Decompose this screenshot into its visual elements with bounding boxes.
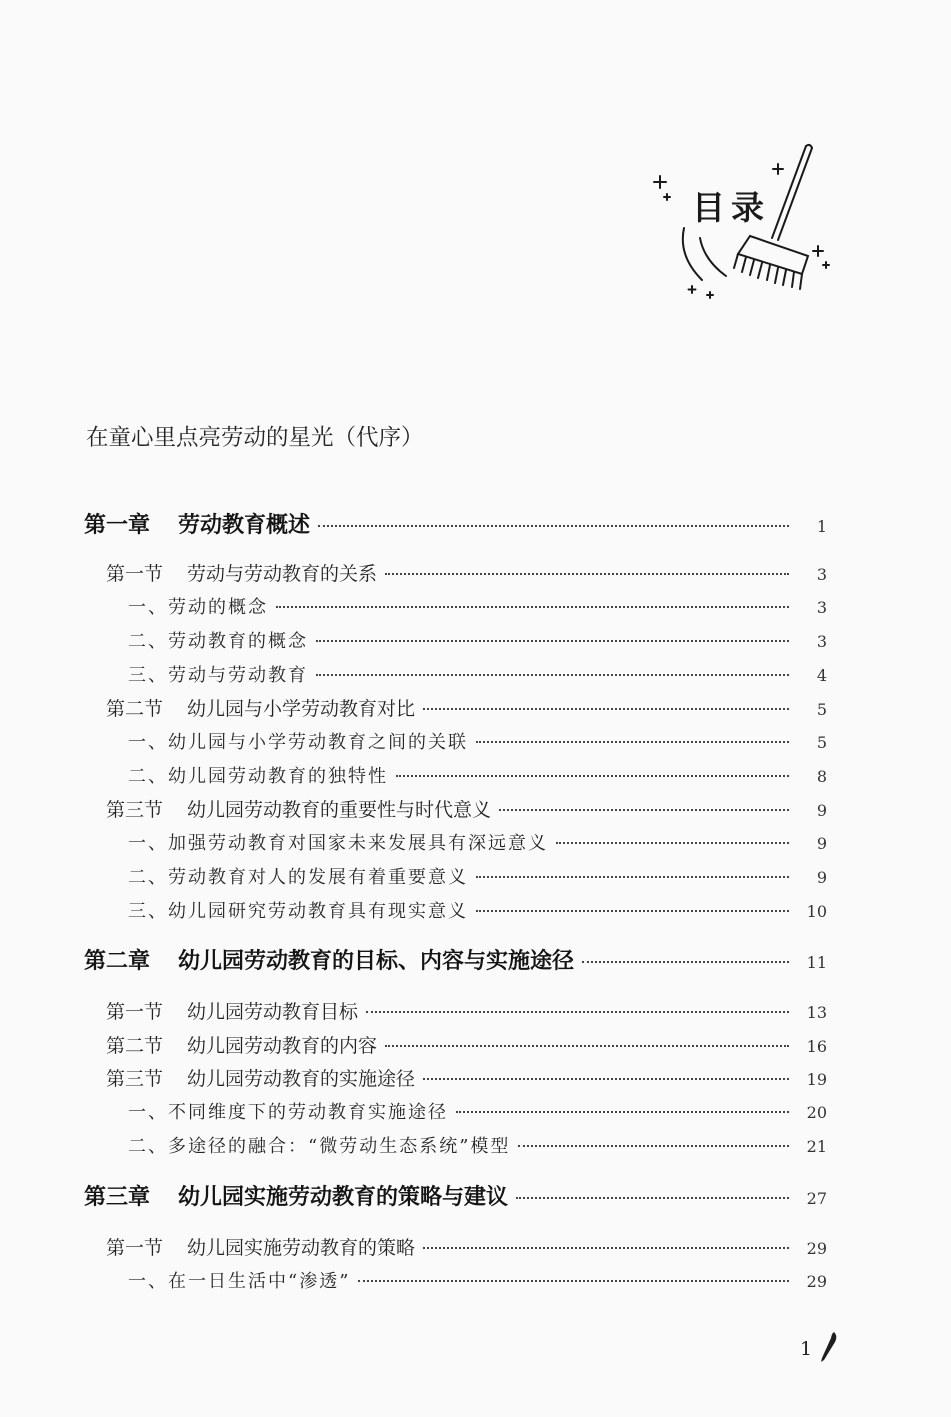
dot-leader — [316, 640, 789, 642]
page-number: 9 — [816, 868, 827, 887]
item-title: 一、不同维度下的劳动教育实施途径 — [128, 1102, 448, 1123]
toc-item[interactable] — [128, 593, 827, 619]
item-title: 二、幼儿园劳动教育的独特性 — [128, 766, 388, 787]
section-title: 幼儿园劳动教育的实施途径 — [187, 1068, 416, 1090]
toc-item[interactable] — [128, 829, 827, 855]
item-title: 二、多途径的融合：“微劳动生态系统”模型 — [128, 1136, 511, 1157]
section-number: 第二节 — [106, 698, 164, 720]
toc-item[interactable] — [128, 1267, 827, 1293]
toc-section[interactable] — [106, 1233, 827, 1260]
pen-nib-icon — [814, 1330, 840, 1366]
toc-section[interactable] — [106, 559, 827, 586]
dot-leader — [556, 842, 789, 844]
chapter-number: 第三章 — [84, 1185, 151, 1210]
page-number: 16 — [806, 1037, 827, 1056]
dot-leader — [385, 1045, 789, 1047]
section-title: 劳动与劳动教育的关系 — [187, 563, 378, 585]
page-number: 13 — [806, 1003, 827, 1022]
toc-chapter-3[interactable] — [84, 1180, 827, 1211]
section-number: 第一节 — [106, 1001, 164, 1023]
toc-item[interactable] — [128, 1132, 827, 1158]
dot-leader — [276, 606, 789, 608]
toc-section[interactable] — [106, 694, 827, 721]
page-number: 3 — [816, 632, 827, 651]
item-title: 二、劳动教育的概念 — [128, 631, 308, 652]
section-number: 第一节 — [106, 563, 164, 585]
dot-leader — [358, 1280, 789, 1282]
section-title: 幼儿园与小学劳动教育对比 — [187, 698, 416, 720]
toc-chapter-2[interactable] — [84, 944, 827, 975]
dot-leader — [423, 1078, 789, 1080]
page-number: 4 — [816, 666, 827, 685]
dot-leader — [516, 1197, 789, 1199]
item-title: 三、幼儿园研究劳动教育具有现实意义 — [128, 901, 468, 922]
toc-item[interactable] — [128, 863, 827, 889]
toc-section[interactable] — [106, 1031, 827, 1058]
toc-section[interactable] — [106, 795, 827, 822]
section-title: 幼儿园劳动教育目标 — [187, 1001, 359, 1023]
chapter-number: 第二章 — [84, 949, 151, 974]
dot-leader — [582, 961, 789, 963]
page-number: 20 — [806, 1103, 827, 1122]
page-number: 21 — [806, 1137, 827, 1156]
section-title: 幼儿园劳动教育的内容 — [187, 1035, 378, 1057]
page-number: 1 — [816, 517, 827, 536]
page-number: 9 — [816, 801, 827, 820]
toc-item[interactable] — [128, 728, 827, 754]
dot-leader — [316, 674, 789, 676]
toc-section[interactable] — [106, 1064, 827, 1091]
chapter-title: 幼儿园劳动教育的目标、内容与实施途径 — [178, 949, 575, 974]
page-number: 3 — [816, 565, 827, 584]
dot-leader — [366, 1011, 789, 1013]
toc-item[interactable] — [128, 897, 827, 923]
item-title: 一、加强劳动教育对国家未来发展具有深远意义 — [128, 833, 548, 854]
item-title: 三、劳动与劳动教育 — [128, 665, 308, 686]
toc-item[interactable] — [128, 762, 827, 788]
page-number: 9 — [816, 834, 827, 853]
page-number: 3 — [816, 598, 827, 617]
page-number: 10 — [806, 902, 827, 921]
section-number: 第三节 — [106, 1068, 164, 1090]
toc-item[interactable] — [128, 661, 827, 687]
dot-leader — [476, 910, 789, 912]
item-title: 一、幼儿园与小学劳动教育之间的关联 — [128, 732, 468, 753]
chapter-title: 劳动教育概述 — [178, 513, 311, 538]
page-number: 29 — [806, 1272, 827, 1291]
dot-leader — [499, 809, 789, 811]
dot-leader — [423, 1247, 789, 1249]
section-title: 幼儿园实施劳动教育的策略 — [187, 1237, 416, 1259]
page-number: 29 — [806, 1239, 827, 1258]
preface-title: 在童心里点亮劳动的星光（代序） — [86, 425, 424, 451]
page-number: 19 — [806, 1070, 827, 1089]
toc-item[interactable] — [128, 627, 827, 653]
dot-leader — [476, 876, 789, 878]
item-title: 一、在一日生活中“渗透” — [128, 1271, 351, 1292]
dot-leader — [476, 741, 789, 743]
footer-page-number: 1 — [800, 1338, 813, 1360]
page-number: 11 — [806, 953, 827, 972]
section-title: 幼儿园劳动教育的重要性与时代意义 — [187, 799, 492, 821]
section-number: 第三节 — [106, 799, 164, 821]
page-number: 5 — [816, 733, 827, 752]
section-number: 第一节 — [106, 1237, 164, 1259]
section-number: 第二节 — [106, 1035, 164, 1057]
page-number: 8 — [816, 767, 827, 786]
dot-leader — [423, 708, 789, 710]
toc-item[interactable] — [128, 1098, 827, 1124]
dot-leader — [396, 775, 789, 777]
item-title: 一、劳动的概念 — [128, 597, 268, 618]
dot-leader — [456, 1111, 789, 1113]
page-number: 27 — [806, 1189, 827, 1208]
dot-leader — [518, 1145, 789, 1147]
page-number: 5 — [816, 700, 827, 719]
toc-chapter-1[interactable] — [84, 508, 827, 539]
toc-heading: 目录 — [692, 188, 770, 227]
chapter-title: 幼儿园实施劳动教育的策略与建议 — [178, 1185, 509, 1210]
dot-leader — [385, 573, 789, 575]
toc-section[interactable] — [106, 997, 827, 1024]
dot-leader — [318, 525, 789, 527]
item-title: 二、劳动教育对人的发展有着重要意义 — [128, 867, 468, 888]
chapter-number: 第一章 — [84, 513, 151, 538]
